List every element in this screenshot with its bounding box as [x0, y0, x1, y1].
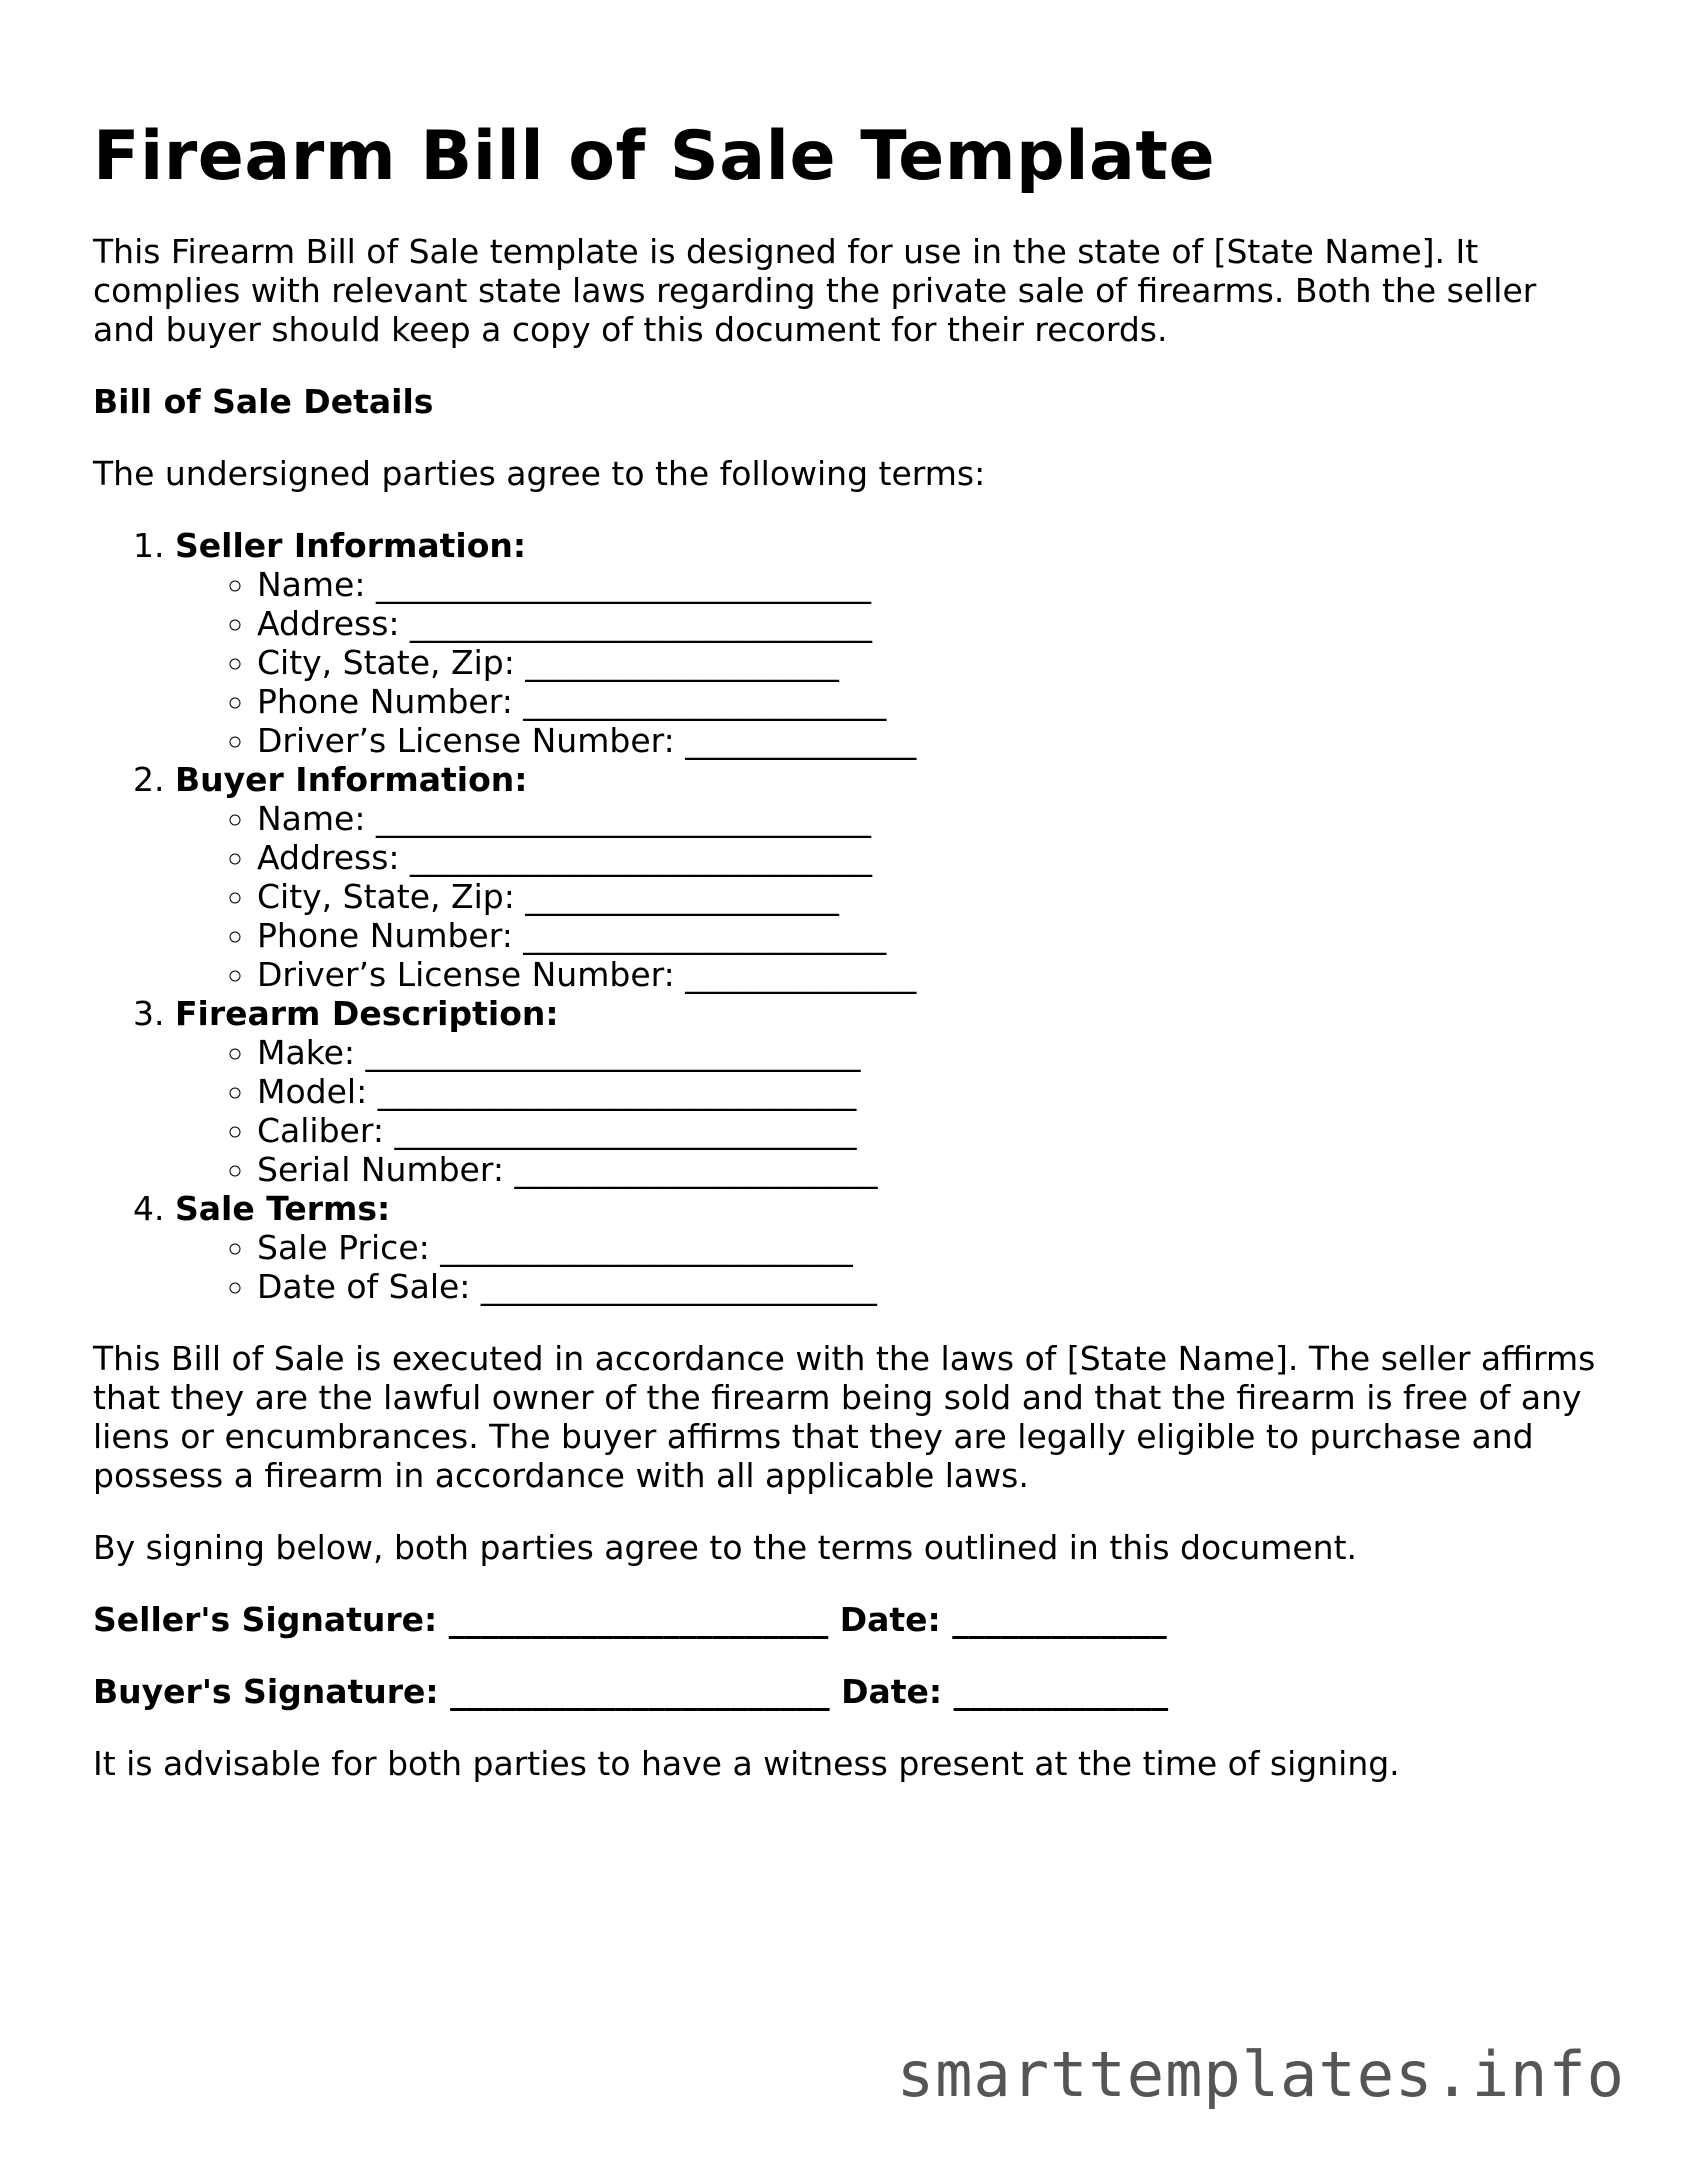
term-heading: Sale Terms: — [175, 1189, 391, 1228]
undersigned-paragraph: The undersigned parties agree to the following terms: — [93, 454, 986, 493]
firearm-caliber-field: ◦ Caliber: ____________________________ — [257, 1111, 1603, 1150]
section-title: Bill of Sale Details — [93, 382, 434, 421]
firearm-fields-list — [175, 1033, 1603, 1189]
intro-paragraph: This Firearm Bill of Sale template is designed for use in the state of [State Name]. It complies with relevant state laws regarding the private sale of firearms. Both the seller and buyer should keep a copy of this document for their records. — [93, 232, 1537, 349]
seller-phone-field: ◦ Phone Number: ______________________ — [257, 682, 1603, 721]
buyer-city-state-zip-field: ◦ City, State, Zip: ___________________ — [257, 877, 1603, 916]
buyer-fields-list — [175, 799, 1603, 994]
sale-fields-list — [175, 1228, 1603, 1306]
seller-address-field: ◦ Address: ____________________________ — [257, 604, 1603, 643]
seller-name-field: ◦ Name: ______________________________ — [257, 565, 1603, 604]
firearm-make-field: ◦ Make: ______________________________ — [257, 1033, 1603, 1072]
buyer-license-field: ◦ Driver’s License Number: ______________ — [257, 955, 1603, 994]
seller-license-field: ◦ Driver’s License Number: ______________ — [257, 721, 1603, 760]
terms-list — [93, 526, 1603, 1306]
seller-city-state-zip-field: ◦ City, State, Zip: ___________________ — [257, 643, 1603, 682]
closing-paragraph: This Bill of Sale is executed in accordance with the laws of [State Name]. The seller affirms that they are the lawful owner of the firearm being sold and that the firearm is free of any liens or encumbrances. The buyer affirms that they are legally eligible to purchase and possess a firearm in accordance with all applicable laws. — [93, 1339, 1596, 1495]
term-heading: Firearm Description: — [175, 994, 559, 1033]
buyer-name-field: ◦ Name: ______________________________ — [257, 799, 1603, 838]
document-title: Firearm Bill of Sale Template — [93, 117, 1216, 196]
sale-price-field: ◦ Sale Price: _________________________ — [257, 1228, 1603, 1267]
firearm-serial-field: ◦ Serial Number: ______________________ — [257, 1150, 1603, 1189]
sale-date-field: ◦ Date of Sale: ________________________ — [257, 1267, 1603, 1306]
seller-signature-line: Seller's Signature: _______________________ Date: _____________ — [93, 1600, 1167, 1639]
buyer-phone-field: ◦ Phone Number: ______________________ — [257, 916, 1603, 955]
term-firearm-description — [175, 994, 1603, 1189]
witness-advice-paragraph: It is advisable for both parties to have a witness present at the time of signing. — [93, 1744, 1400, 1783]
term-heading: Seller Information: — [175, 526, 527, 565]
document-page — [93, 112, 1603, 1783]
term-heading: Buyer Information: — [175, 760, 528, 799]
agreement-paragraph: By signing below, both parties agree to the terms outlined in this document. — [93, 1528, 1358, 1567]
watermark-text: smarttemplates.info — [896, 2038, 1625, 2111]
buyer-signature-line: Buyer's Signature: _______________________ Date: _____________ — [93, 1672, 1169, 1711]
term-sale-terms — [175, 1189, 1603, 1306]
term-buyer-information — [175, 760, 1603, 994]
term-seller-information — [175, 526, 1603, 760]
buyer-address-field: ◦ Address: ____________________________ — [257, 838, 1603, 877]
seller-fields-list — [175, 565, 1603, 760]
firearm-model-field: ◦ Model: _____________________________ — [257, 1072, 1603, 1111]
